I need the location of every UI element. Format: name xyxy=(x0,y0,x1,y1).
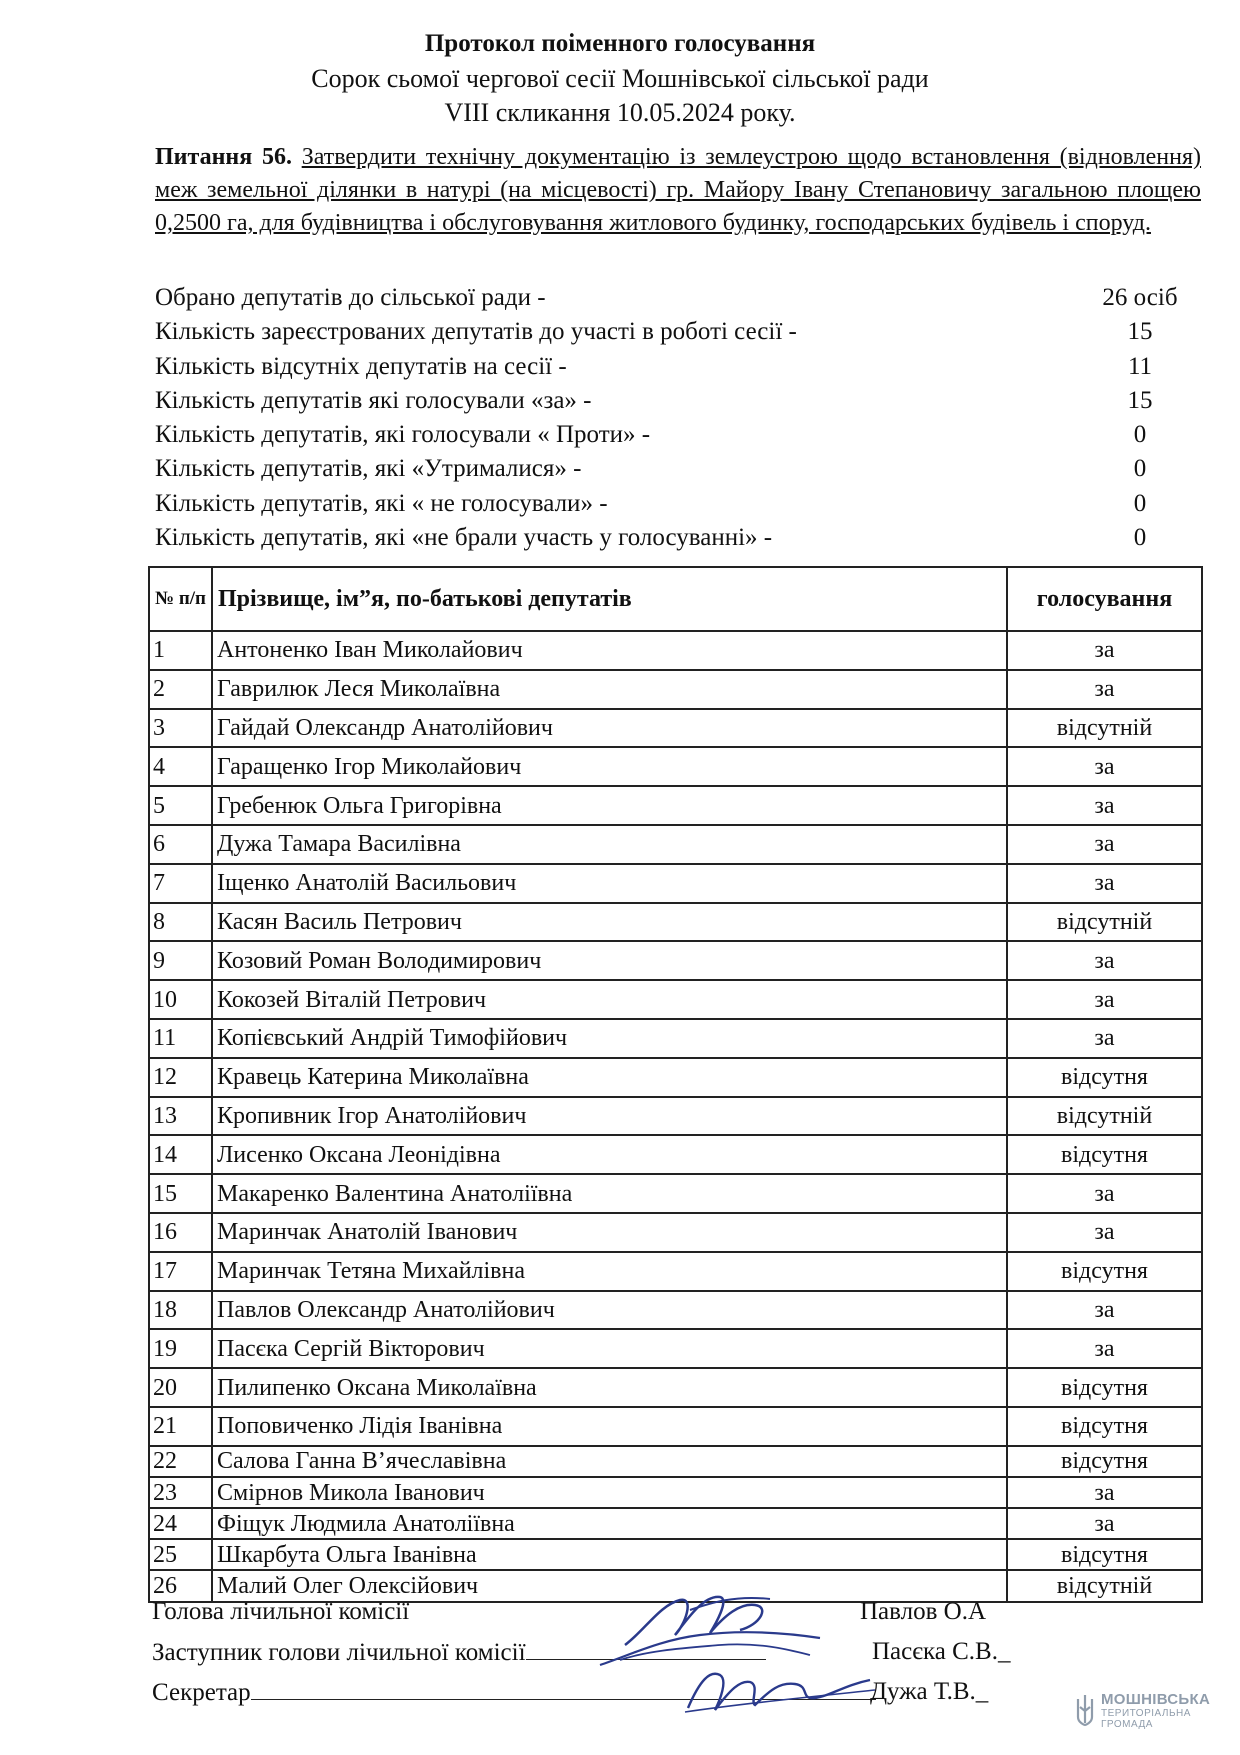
deputy-vote: за xyxy=(1007,670,1202,709)
stat-row xyxy=(155,521,1175,555)
session-subtitle: Сорок сьомої чергової сесії Мошнівської сільської ради xyxy=(311,64,929,93)
deputy-name: Касян Василь Петрович xyxy=(212,903,1007,942)
deputy-number: 15 xyxy=(149,1174,212,1213)
table-row xyxy=(149,941,1202,980)
deputy-name: Гребенюк Ольга Григорівна xyxy=(212,786,1007,825)
table-row xyxy=(149,1135,1202,1174)
deputy-vote: за xyxy=(1007,1477,1202,1508)
deputy-name: Копієвський Андрій Тимофійович xyxy=(212,1019,1007,1058)
table-row xyxy=(149,1291,1202,1330)
stat-value: 26 осіб xyxy=(1102,284,1178,311)
deputy-name: Антоненко Іван Миколайович xyxy=(212,631,1007,670)
table-row xyxy=(149,1539,1202,1570)
deputy-name: Фіщук Людмила Анатоліївна xyxy=(212,1508,1007,1539)
table-row xyxy=(149,980,1202,1019)
community-logo xyxy=(1075,1689,1235,1744)
stat-label: Кількість депутатів, які « не голосували» - xyxy=(155,489,608,517)
table-row xyxy=(149,747,1202,786)
deputy-number: 5 xyxy=(149,786,212,825)
deputy-name: Пасєка Сергій Вікторович xyxy=(212,1329,1007,1368)
deputy-number: 13 xyxy=(149,1097,212,1136)
table-row xyxy=(149,864,1202,903)
deputy-name: Іщенко Анатолій Васильович xyxy=(212,864,1007,903)
deputy-number: 9 xyxy=(149,941,212,980)
deputy-number: 24 xyxy=(149,1508,212,1539)
stat-label: Кількість депутатів, які «Утрималися» - xyxy=(155,455,582,483)
deputy-name: Лисенко Оксана Леонідівна xyxy=(212,1135,1007,1174)
deputy-vote: відсутня xyxy=(1007,1368,1202,1407)
deputy-number: 18 xyxy=(149,1291,212,1330)
stat-label: Кількість відсутніх депутатів на сесії - xyxy=(155,352,567,380)
deputy-vote: за xyxy=(1007,1508,1202,1539)
deputy-vote: відсутня xyxy=(1007,1407,1202,1446)
deputy-vote: за xyxy=(1007,825,1202,864)
deputy-number: 3 xyxy=(149,709,212,748)
deputy-name: Гаращенко Ігор Миколайович xyxy=(212,747,1007,786)
deputy-number: 4 xyxy=(149,747,212,786)
logo-line-2: ТЕРИТОРІАЛЬНА xyxy=(1101,1708,1191,1719)
stat-row xyxy=(155,452,1175,486)
deputy-name: Пасєка С.В._ xyxy=(872,1638,1011,1665)
table-row xyxy=(149,1477,1202,1508)
question-block xyxy=(155,141,1201,240)
deputy-number: 14 xyxy=(149,1135,212,1174)
deputy-vote: за xyxy=(1007,941,1202,980)
deputy-name: Макаренко Валентина Анатоліївна xyxy=(212,1174,1007,1213)
head-name: Павлов О.А xyxy=(860,1598,987,1625)
deputy-vote: за xyxy=(1007,786,1202,825)
deputy-name: Смірнов Микола Іванович xyxy=(212,1477,1007,1508)
deputy-name: Гаврилюк Леся Миколаївна xyxy=(212,670,1007,709)
convocation-date: VIII скликання 10.05.2024 року. xyxy=(444,98,796,127)
deputy-name: Малий Олег Олексійович xyxy=(212,1570,1007,1601)
header-name: Прізвище, ім”я, по-батькові депутатів xyxy=(212,567,1007,631)
deputy-number: 25 xyxy=(149,1539,212,1570)
deputy-number: 21 xyxy=(149,1407,212,1446)
deputy-number: 20 xyxy=(149,1368,212,1407)
stat-row xyxy=(155,315,1175,349)
deputy-name: Кокозей Віталій Петрович xyxy=(212,980,1007,1019)
table-row xyxy=(149,1446,1202,1477)
deputy-vote: відсутній xyxy=(1007,709,1202,748)
table-row xyxy=(149,1329,1202,1368)
deputy-vote: за xyxy=(1007,980,1202,1019)
deputy-name: Маринчак Тетяна Михайлівна xyxy=(212,1252,1007,1291)
table-row xyxy=(149,1213,1202,1252)
stat-value: 15 xyxy=(1127,386,1153,414)
deputy-name: Шкарбута Ольга Іванівна xyxy=(212,1539,1007,1570)
deputy-vote: відсутній xyxy=(1007,1097,1202,1136)
deputy-number: 19 xyxy=(149,1329,212,1368)
deputy-vote: за xyxy=(1007,747,1202,786)
logo-line-3: ГРОМАДА xyxy=(1101,1719,1153,1730)
stat-value: 15 xyxy=(1127,318,1153,346)
secretary-label: Секретар xyxy=(152,1678,876,1707)
trident-icon xyxy=(1075,1693,1095,1729)
stat-label: Кількість зареєстрованих депутатів до участі в роботі сесії - xyxy=(155,318,797,346)
table-row xyxy=(149,1174,1202,1213)
deputy-vote: за xyxy=(1007,631,1202,670)
deputy-number: 23 xyxy=(149,1477,212,1508)
table-row xyxy=(149,1508,1202,1539)
stat-row xyxy=(155,350,1175,384)
deputy-vote: відсутня xyxy=(1007,1539,1202,1570)
table-row xyxy=(149,903,1202,942)
deputy-vote: відсутня xyxy=(1007,1135,1202,1174)
deputy-name: Кравець Катерина Миколаївна xyxy=(212,1058,1007,1097)
stat-label: Кількість депутатів, які голосували « Проти» - xyxy=(155,421,651,449)
protocol-title: Протокол поіменного голосування xyxy=(424,30,816,57)
table-row xyxy=(149,1407,1202,1446)
deputy-vote: за xyxy=(1007,1174,1202,1213)
table-row xyxy=(149,670,1202,709)
deputy-number: 2 xyxy=(149,670,212,709)
deputy-number: 12 xyxy=(149,1058,212,1097)
deputy-number: 22 xyxy=(149,1446,212,1477)
logo-text xyxy=(1101,1691,1210,1730)
stat-row xyxy=(155,384,1175,418)
deputy-label: Заступник голови лічильної комісії xyxy=(152,1638,766,1667)
deputy-name: Козовий Роман Володимирович xyxy=(212,941,1007,980)
deputy-vote: за xyxy=(1007,1213,1202,1252)
deputy-name: Салова Ганна В’ячеславівна xyxy=(212,1446,1007,1477)
deputy-vote: відсутня xyxy=(1007,1058,1202,1097)
secretary-name: Дужа Т.В._ xyxy=(870,1678,989,1705)
deputy-number: 16 xyxy=(149,1213,212,1252)
signature-3 xyxy=(680,1660,880,1720)
deputy-name: Поповиченко Лідія Іванівна xyxy=(212,1407,1007,1446)
stat-value: 0 xyxy=(1133,524,1147,552)
deputy-number: 10 xyxy=(149,980,212,1019)
stat-value: 11 xyxy=(1127,352,1153,380)
deputy-name: Пилипенко Оксана Миколаївна xyxy=(212,1368,1007,1407)
deputy-number: 6 xyxy=(149,825,212,864)
header-num: № п/п xyxy=(149,567,212,631)
deputy-vote: за xyxy=(1007,1019,1202,1058)
table-row xyxy=(149,709,1202,748)
roll-call-table xyxy=(148,566,1203,1603)
stat-label: Кількість депутатів які голосували «за» - xyxy=(155,386,592,414)
table-row xyxy=(149,1097,1202,1136)
deputy-number: 7 xyxy=(149,864,212,903)
table-row xyxy=(149,1368,1202,1407)
table-row xyxy=(149,1058,1202,1097)
table-row xyxy=(149,631,1202,670)
deputy-number: 17 xyxy=(149,1252,212,1291)
deputy-number: 26 xyxy=(149,1570,212,1601)
deputy-name: Павлов Олександр Анатолійович xyxy=(212,1291,1007,1330)
deputy-number: 1 xyxy=(149,631,212,670)
head-label: Голова лічильної комісії xyxy=(152,1598,410,1625)
stat-label: Обрано депутатів до сільської ради - xyxy=(155,284,546,311)
deputy-vote: за xyxy=(1007,1329,1202,1368)
stat-row xyxy=(155,418,1175,452)
deputy-name: Гайдай Олександр Анатолійович xyxy=(212,709,1007,748)
header-vote: голосування xyxy=(1007,567,1202,631)
logo-line-1: МОШНІВСЬКА xyxy=(1101,1691,1211,1708)
deputy-vote: відсутній xyxy=(1007,1570,1202,1601)
table-header-row xyxy=(149,567,1202,631)
deputy-vote: за xyxy=(1007,1291,1202,1330)
stat-value: 0 xyxy=(1133,455,1147,483)
deputy-vote: відсутня xyxy=(1007,1252,1202,1291)
stat-value: 0 xyxy=(1133,489,1147,517)
question-text: Затвердити технічну документацію із землеустрою щодо встановлення (відновлення) меж земельної ділянки в натурі (на місцевості) гр. Майору Івану Степановичу загальною площею 0,2500 га, для будівництва і обслуговування житлового будинку, господарських будівель і споруд. xyxy=(155,144,1202,236)
stat-label: Кількість депутатів, які «не брали участь у голосуванні» - xyxy=(155,524,773,552)
table-row xyxy=(149,786,1202,825)
deputy-name: Кропивник Ігор Анатолійович xyxy=(212,1097,1007,1136)
table-row xyxy=(149,1252,1202,1291)
deputy-vote: відсутня xyxy=(1007,1446,1202,1477)
deputy-vote: за xyxy=(1007,864,1202,903)
stat-row xyxy=(155,281,1178,315)
deputy-name: Дужа Тамара Василівна xyxy=(212,825,1007,864)
deputy-vote: відсутній xyxy=(1007,903,1202,942)
stat-row xyxy=(155,487,1175,521)
vote-statistics xyxy=(155,281,1178,555)
table-row xyxy=(149,825,1202,864)
deputy-number: 11 xyxy=(149,1019,212,1058)
stat-value: 0 xyxy=(1133,421,1147,449)
deputy-number: 8 xyxy=(149,903,212,942)
question-label: Питання 56. xyxy=(155,144,292,170)
deputy-name: Маринчак Анатолій Іванович xyxy=(212,1213,1007,1252)
table-row xyxy=(149,1019,1202,1058)
